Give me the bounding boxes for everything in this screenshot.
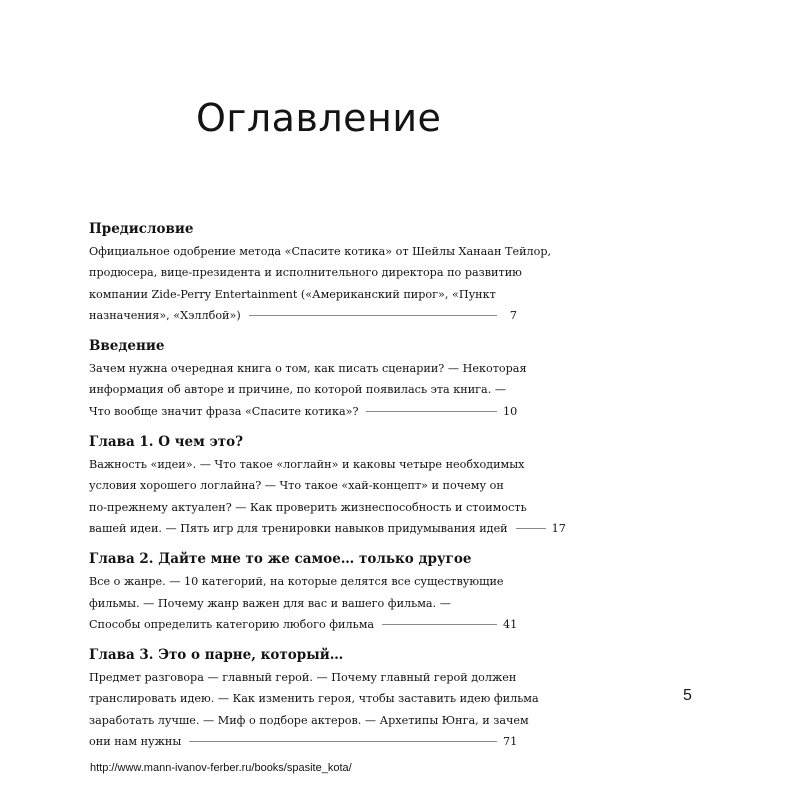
toc-section-chapter-1 (89, 433, 566, 539)
toc-section-chapter-3 (89, 646, 539, 752)
section-description-line: Все о жанре. — 10 категорий, на которые делятся все существующие (89, 575, 504, 589)
section-description-line: условия хорошего логлайна? — Что такое «хай-концепт» и почему он (89, 479, 504, 493)
section-description-line: они нам нужны (89, 735, 182, 749)
dot-leader (382, 624, 497, 625)
section-heading: Введение (89, 338, 165, 355)
table-of-contents (89, 220, 566, 763)
section-page-number: 17 (551, 521, 566, 535)
dot-leader (366, 411, 497, 412)
dot-leader (516, 528, 546, 529)
section-heading: Глава 1. О чем это? (89, 434, 244, 451)
section-description-line: назначения», «Хэллбой») (89, 308, 241, 322)
section-description-line: Зачем нужна очередная книга о том, как писать сценарии? — Некоторая (89, 362, 527, 376)
section-description-line: вашей идеи. — Пять игр для тренировки навыков придумывания идей (89, 521, 508, 535)
section-entry-last-line (89, 614, 517, 635)
section-description-line: компании Zide-Perry Entertainment («Американский пирог», «Пункт (89, 287, 496, 301)
section-entry-last-line (89, 401, 517, 422)
section-heading: Предисловие (89, 221, 194, 237)
section-description-line: Что вообще значит фраза «Спасите котика»? (89, 404, 359, 418)
section-description-line: заработать лучше. — Миф о подборе актеров. — Архетипы Юнга, и зачем (89, 713, 529, 727)
section-heading: Глава 2. Дайте мне то же самое… только другое (89, 551, 472, 568)
page-title: Оглавление (196, 96, 442, 140)
section-page-number: 41 (503, 617, 518, 631)
section-page-number: 10 (503, 404, 518, 418)
section-description-line: Важность «идеи». — Что такое «логлайн» и каковы четыре необходимых (89, 458, 525, 472)
source-url: http://www.mann-ivanov-ferber.ru/books/spasite_kota/ (90, 762, 352, 774)
toc-section-preface (89, 220, 552, 326)
toc-section-chapter-2 (89, 550, 517, 635)
page-number: 5 (683, 687, 692, 704)
section-heading: Глава 3. Это о парне, который… (89, 647, 344, 664)
section-entry-last-line (89, 518, 566, 539)
section-description-line: фильмы. — Почему жанр важен для вас и вашего фильма. — (89, 596, 451, 610)
section-entry-last-line (89, 305, 517, 326)
section-page-number: 7 (509, 308, 517, 322)
section-description-line: продюсера, вице-президента и исполнительного директора по развитию (89, 266, 522, 280)
section-description-line: Предмет разговора — главный герой. — Почему главный герой должен (89, 671, 517, 685)
section-description-line: Способы определить категорию любого фильма (89, 617, 375, 631)
dot-leader (189, 741, 497, 742)
section-description-line: информация об авторе и причине, по которой появилась эта книга. — (89, 383, 507, 397)
section-entry-last-line (89, 731, 517, 752)
section-page-number: 71 (503, 735, 518, 749)
section-description-line: по-прежнему актуален? — Как проверить жизнеспособность и стоимость (89, 500, 527, 514)
section-description-line: Официальное одобрение метода «Спасите котика» от Шейлы Ханаан Тейлор, (89, 245, 552, 258)
dot-leader (249, 315, 497, 316)
toc-section-introduction (89, 337, 527, 422)
section-description-line: транслировать идею. — Как изменить героя, чтобы заставить идею фильма (89, 692, 539, 706)
